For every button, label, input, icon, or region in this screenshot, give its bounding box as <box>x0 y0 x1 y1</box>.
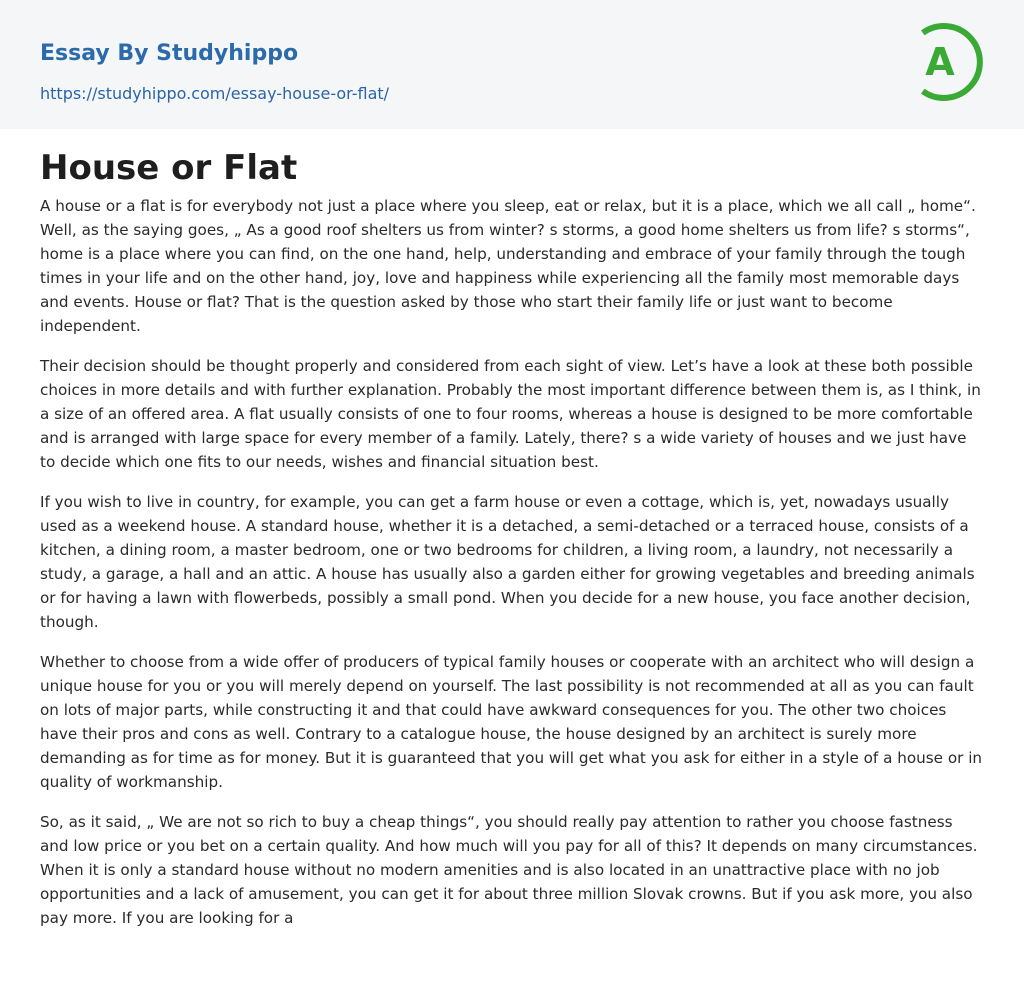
site-header <box>0 0 1024 129</box>
article <box>0 129 1024 930</box>
essay-paragraph: If you wish to live in country, for example, you can get a farm house or even a cottage, which is, yet, nowadays usually used as a weekend house. A standard house, whether it is a detached, a semi-detached or a terraced house, consists of a kitchen, a dining room, a master bedroom, one or two bedrooms for children, a living room, a laundry, not necessarily a study, a garage, a hall and an attic. A house has usually also a garden either for growing vegetables and breeding animals or for having a lawn with flowerbeds, possibly a small pond. When you decide for a new house, you face another decision, though. <box>40 493 975 631</box>
essay-paragraph: Whether to choose from a wide offer of producers of typical family houses or cooperate with an architect who will design a unique house for you or you will merely depend on yourself. The last possibility is not recommended at all as you can fault on lots of major parts, while constructing it and that could have awkward consequences for you. The other two choices have their pros and cons as well. Contrary to a catalogue house, the house designed by an architect is surely more demanding as for time as for money. But it is guaranteed that you will get what you ask for either in a style of a house or in quality of workmanship. <box>40 653 983 791</box>
studyhippo-logo-icon[interactable] <box>912 19 986 105</box>
essay-paragraph: So, as it said, „ We are not so rich to buy a cheap things“, you should really pay attention to rather you choose fastness and low price or you bet on a certain quality. And how much will you pay for all of this? It depends on many circumstances. When it is only a standard house without no modern amenities and is also located in an unattractive place with no job opportunities and a lack of amusement, you can get it for about three million Slovak crowns. But if you ask more, you also pay more. If you are looking for a <box>40 813 978 927</box>
essay-paragraph: A house or a flat is for everybody not just a place where you sleep, eat or relax, but it is a place, which we all call „ home“. Well, as the saying goes, „ As a good roof shelters us from winter? s storms, a good home shelters us from life? s storms“, home is a place where you can find, on the one hand, help, understanding and embrace of your family through the tough times in your life and on the other hand, joy, love and happiness while experiencing all the family most memorable days and events. House or flat? That is the question asked by those who start their family life or just want to become independent. <box>40 197 976 335</box>
essay-url-link[interactable]: https://studyhippo.com/essay-house-or-flat/ <box>40 84 390 103</box>
site-brand[interactable]: Essay By Studyhippo <box>40 41 299 66</box>
essay-paragraph: Their decision should be thought properly and considered from each sight of view. Let’s have a look at these both possible choices in more details and with further explanation. Probably the most important difference between them is, as I think, in a size of an offered area. A flat usually consists of one to four rooms, whereas a house is designed to be more comfortable and is arranged with large space for every member of a family. Lately, there? s a wide variety of houses and we just have to decide which one fits to our needs, wishes and financial situation best. <box>40 357 981 471</box>
logo-letter: A <box>925 40 955 84</box>
page-title: House or Flat <box>40 148 298 188</box>
